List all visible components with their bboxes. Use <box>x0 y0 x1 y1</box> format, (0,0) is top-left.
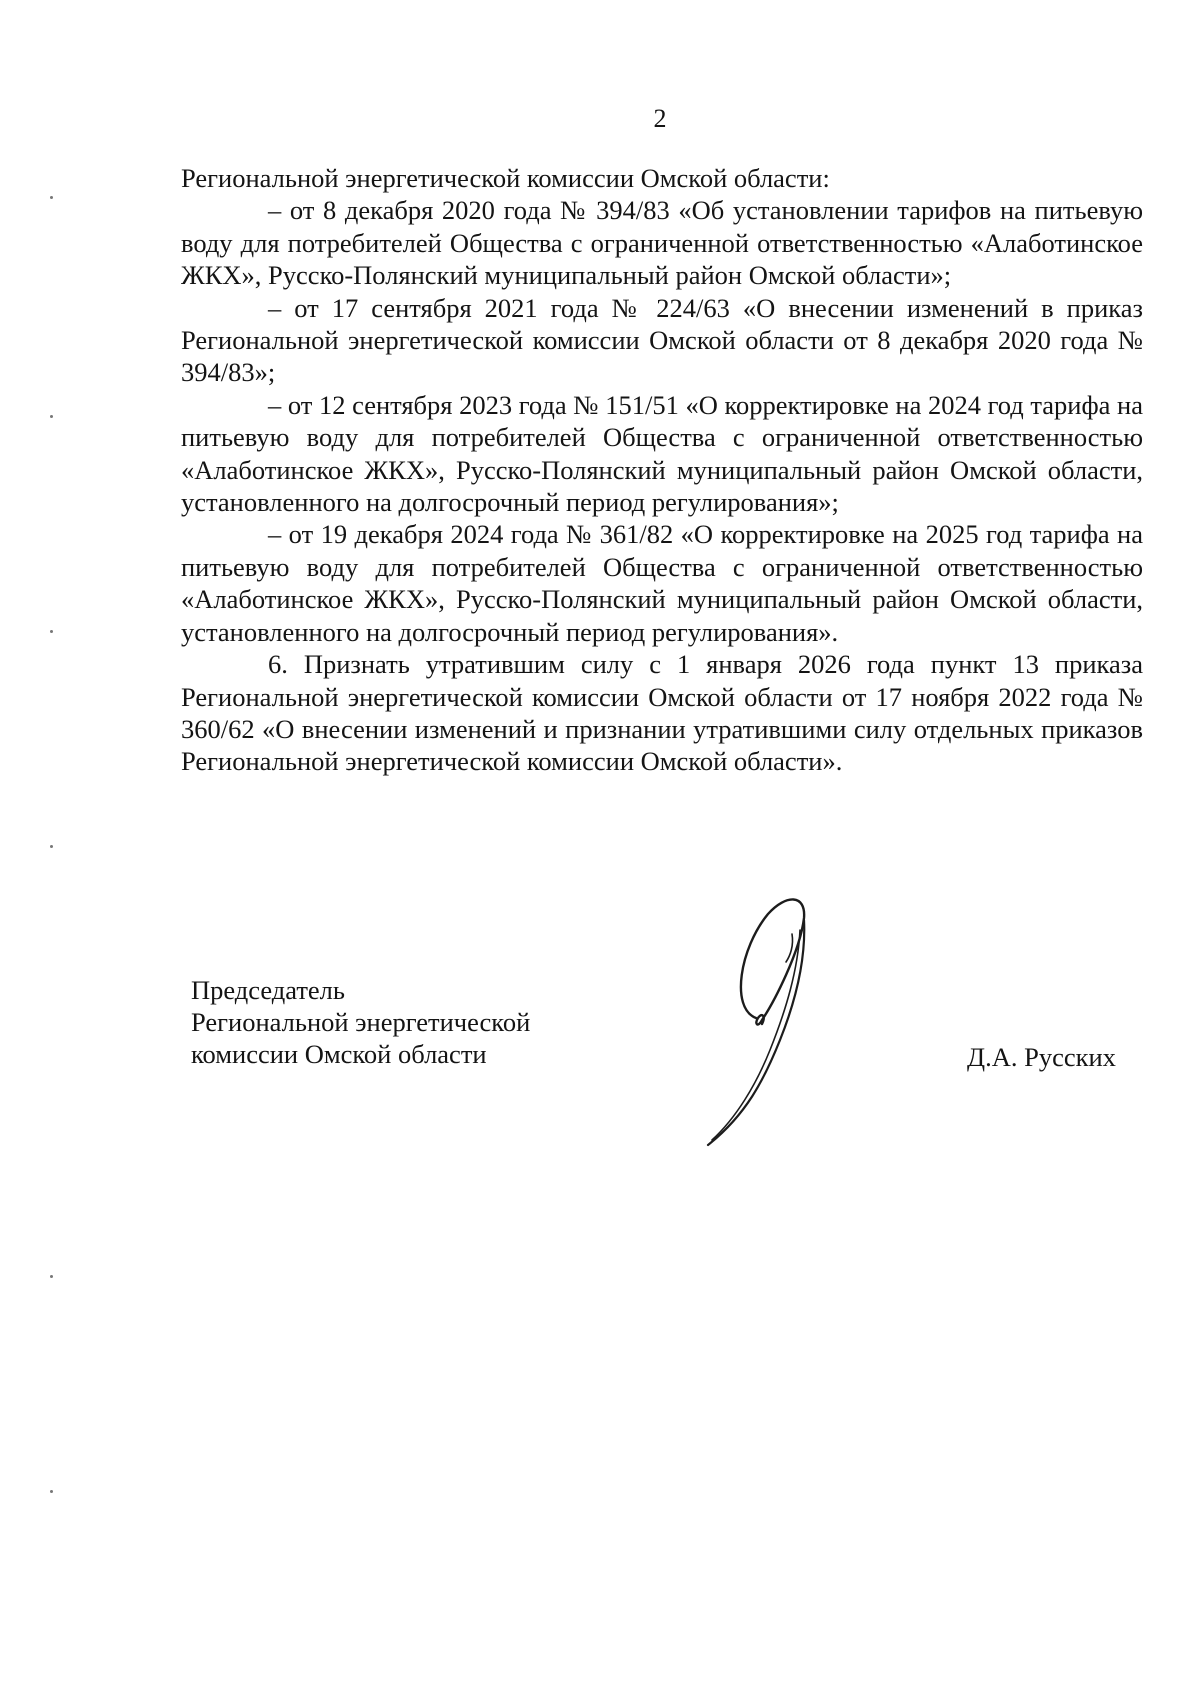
scan-speck <box>50 1275 53 1278</box>
scan-speck <box>50 845 53 848</box>
paragraph-continuation: Региональной энергетической комиссии Омской области: <box>181 163 830 193</box>
list-item-order-361-82: – от 19 декабря 2024 года № 361/82 «О корректировке на 2025 год тарифа на питьевую воду для потребителей Общества с ограниченной ответственностью «Алаботинское ЖКХ», Русско-Полянский муниципальный район Омской области, установленного на долгосрочный период регулирования». <box>181 519 1143 647</box>
list-item-order-151-51: – от 12 сентября 2023 года № 151/51 «О корректировке на 2024 год тарифа на питьевую воду для потребителей Общества с ограниченной ответственностью «Алаботинское ЖКХ», Русско-Полянский муниципальный район Омской области, установленного на долгосрочный период регулирования»; <box>181 389 1143 518</box>
scan-speck <box>50 196 53 199</box>
scan-speck <box>50 630 53 633</box>
scan-speck <box>50 1490 53 1493</box>
signatory-title-line: Председатель <box>191 975 345 1005</box>
signatory-title-line: Региональной энергетической <box>191 1007 531 1037</box>
document-body <box>181 162 1143 778</box>
handwritten-signature <box>700 890 870 1150</box>
list-item-order-394-83: – от 8 декабря 2020 года № 394/83 «Об установлении тарифов на питьевую воду для потребителей Общества с ограниченной ответственностью «Алаботинское ЖКХ», Русско-Полянский муниципальный район Омской области»; <box>181 195 1143 291</box>
signatory-title <box>191 974 530 1070</box>
paragraph-point-6: 6. Признать утратившим силу с 1 января 2026 года пункт 13 приказа Региональной энергетической комиссии Омской области от 17 ноября 2022 года № 360/62 «О внесении изменений и признании утратившими силу отдельных приказов Региональной энергетической комиссии Омской области». <box>181 649 1143 777</box>
signatory-name: Д.А. Русских <box>967 1042 1116 1072</box>
page-number: 2 <box>653 104 667 133</box>
list-item-order-224-63: – от 17 сентября 2021 года № 224/63 «О внесении изменений в приказ Региональной энергетической комиссии Омской области от 8 декабря 2020 года № 394/83»; <box>181 292 1143 388</box>
scan-speck <box>50 415 53 418</box>
signatory-title-line: комиссии Омской области <box>191 1039 487 1069</box>
